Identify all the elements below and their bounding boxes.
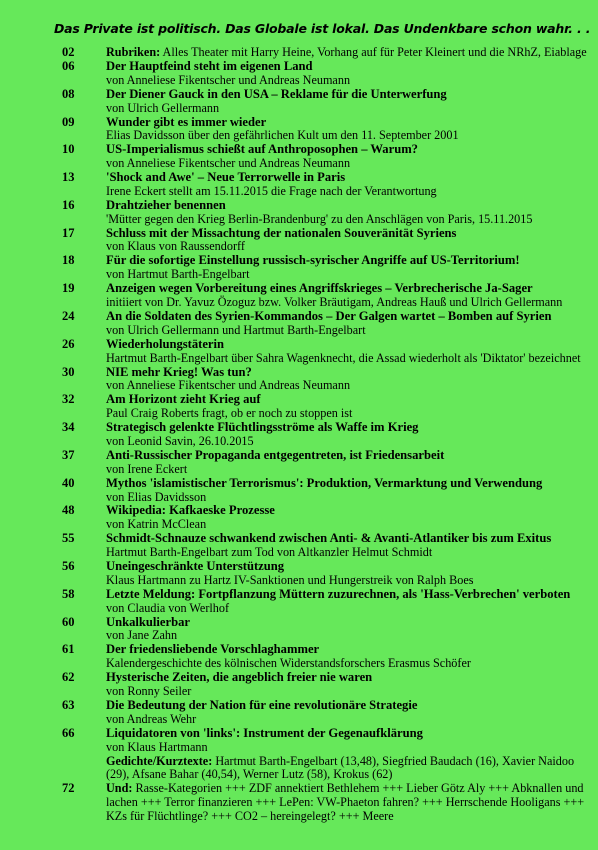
entry-body bbox=[106, 782, 592, 823]
toc-entry bbox=[62, 46, 592, 60]
entry-body bbox=[106, 643, 592, 671]
entry-title: Schluss mit der Missachtung der nationalen Souveränität Syriens bbox=[106, 225, 457, 240]
toc-entry bbox=[62, 504, 592, 532]
entry-title: Am Horizont zieht Krieg auf bbox=[106, 392, 261, 407]
entry-body bbox=[106, 338, 592, 366]
page-number: 26 bbox=[62, 336, 75, 351]
toc-entry bbox=[62, 310, 592, 338]
page-number: 66 bbox=[62, 725, 75, 740]
entry-body bbox=[106, 616, 592, 644]
entry-title: Die Bedeutung der Nation für eine revolutionäre Strategie bbox=[106, 697, 418, 712]
toc-entry bbox=[62, 588, 592, 616]
entry-title: Strategisch gelenkte Flüchtlingsströme als Waffe im Krieg bbox=[106, 420, 419, 435]
page-number: 60 bbox=[62, 614, 75, 629]
entry-subtitle: 'Mütter gegen den Krieg Berlin-Brandenburg' zu den Anschlägen von Paris, 15.11.2015 bbox=[106, 211, 533, 226]
entry-title: Schmidt-Schnauze schwankend zwischen Anti- & Avanti-Atlantiker bis zum Exitus bbox=[106, 531, 552, 546]
entry-body bbox=[106, 504, 592, 532]
entry-title: Wikipedia: Kafkaeske Prozesse bbox=[106, 503, 275, 518]
page-number: 63 bbox=[62, 697, 75, 712]
entry-body bbox=[106, 60, 592, 88]
page-number: 17 bbox=[62, 225, 75, 240]
entry-text bbox=[106, 46, 592, 60]
toc-entry bbox=[62, 727, 592, 755]
entry-body bbox=[106, 671, 592, 699]
entry-description: Hartmut Barth-Engelbart (13,48), Siegfried Baudach (16), Xavier Naidoo (29), Afsane Bahar (40,54), Werner Lutz (58), Krokus (62) bbox=[106, 753, 575, 782]
entry-heading: Rubriken: bbox=[106, 45, 161, 59]
entry-subtitle: Elias Davidsson über den gefährlichen Kult um den 11. September 2001 bbox=[106, 128, 459, 143]
entry-title: Liquidatoren von 'links': Instrument der Gegenaufklärung bbox=[106, 725, 423, 740]
entry-body bbox=[106, 560, 592, 588]
entry-subtitle: von Leonid Savin, 26.10.2015 bbox=[106, 433, 254, 448]
entry-text bbox=[106, 755, 592, 783]
entry-subtitle: von Ulrich Gellermann und Hartmut Barth-Engelbart bbox=[106, 322, 366, 337]
entry-description: Alles Theater mit Harry Heine, Vorhang auf für Peter Kleinert und die NRhZ, Eiablage bbox=[160, 45, 587, 59]
entry-body bbox=[106, 727, 592, 755]
entry-body bbox=[106, 699, 592, 727]
entry-subtitle: von Ulrich Gellermann bbox=[106, 100, 220, 115]
page-number: 37 bbox=[62, 447, 75, 462]
entry-body bbox=[106, 449, 592, 477]
entry-title: Anzeigen wegen Vorbereitung eines Angriffskrieges – Verbrecherische Ja-Sager bbox=[106, 281, 533, 296]
entry-title: Letzte Meldung: Fortpflanzung Müttern zuzurechnen, als 'Hass-Verbrechen' verboten bbox=[106, 586, 571, 601]
page-number: 02 bbox=[62, 45, 75, 59]
entry-title: An die Soldaten des Syrien-Kommandos – Der Galgen wartet – Bomben auf Syrien bbox=[106, 309, 552, 324]
entry-body bbox=[106, 393, 592, 421]
entry-title: Der friedensliebende Vorschlaghammer bbox=[106, 642, 320, 657]
entry-title: Der Hauptfeind steht im eigenen Land bbox=[106, 58, 313, 73]
page-number: 06 bbox=[62, 58, 75, 73]
entry-heading: Und: bbox=[106, 781, 133, 796]
page-number: 48 bbox=[62, 503, 75, 518]
toc-entry bbox=[62, 366, 592, 394]
entry-title: Mythos 'islamistischer Terrorismus': Produktion, Vermarktung und Verwendung bbox=[106, 475, 543, 490]
entry-body bbox=[106, 46, 592, 60]
entry-subtitle: von Ronny Seiler bbox=[106, 683, 192, 698]
entry-subtitle: von Anneliese Fikentscher und Andreas Neumann bbox=[106, 156, 351, 171]
entry-subtitle: Hartmut Barth-Engelbart zum Tod von Altkanzler Helmut Schmidt bbox=[106, 545, 433, 560]
page-number: 61 bbox=[62, 642, 75, 657]
toc-entry bbox=[62, 449, 592, 477]
entry-subtitle: von Katrin McClean bbox=[106, 517, 207, 532]
entry-subtitle: von Anneliese Fikentscher und Andreas Neumann bbox=[106, 72, 351, 87]
toc-entry bbox=[62, 671, 592, 699]
toc-entry bbox=[62, 282, 592, 310]
page-number: 24 bbox=[62, 309, 75, 324]
entry-body bbox=[106, 477, 592, 505]
entry-title: Wiederholungstäterin bbox=[106, 336, 225, 351]
page-number: 40 bbox=[62, 475, 75, 490]
toc-entry bbox=[62, 338, 592, 366]
page-number: 62 bbox=[62, 670, 75, 685]
entry-description: Rasse-Kategorien +++ ZDF annektiert Bethlehem +++ Lieber Götz Aly +++ Abknallen und lachen +++ Terror finanzieren +++ LePen: VW-Phaeton fahren? +++ Herrschende Hooligans +++ KZs für Flüchtlinge? +++ CO2 – hereingelegt? +++ Meere bbox=[106, 781, 585, 823]
entry-title: Für die sofortige Einstellung russisch-syrischer Angriffe auf US-Territorium! bbox=[106, 253, 520, 268]
page-number: 72 bbox=[62, 781, 75, 796]
page-number: 08 bbox=[62, 86, 75, 101]
toc-entry bbox=[62, 477, 592, 505]
entry-body bbox=[106, 366, 592, 394]
page-number bbox=[62, 755, 106, 783]
entry-body bbox=[106, 88, 592, 116]
toc-entry bbox=[62, 227, 592, 255]
page-number: 16 bbox=[62, 197, 75, 212]
entry-body bbox=[106, 116, 592, 144]
entry-subtitle: Paul Craig Roberts fragt, ob er noch zu stoppen ist bbox=[106, 406, 353, 421]
entry-subtitle: Irene Eckert stellt am 15.11.2015 die Frage nach der Verantwortung bbox=[106, 183, 437, 198]
page-number: 30 bbox=[62, 364, 75, 379]
entry-title: 'Shock and Awe' – Neue Terrorwelle in Paris bbox=[106, 170, 346, 185]
entry-title: US-Imperialismus schießt auf Anthroposophen – Warum? bbox=[106, 142, 418, 157]
entry-subtitle: von Elias Davidsson bbox=[106, 489, 207, 504]
page-number: 55 bbox=[62, 531, 75, 546]
entry-heading: Gedichte/Kurztexte: bbox=[106, 753, 213, 768]
entry-subtitle: von Claudia von Werlhof bbox=[106, 600, 230, 615]
toc-entry bbox=[62, 560, 592, 588]
entry-subtitle: von Jane Zahn bbox=[106, 628, 178, 643]
entry-body bbox=[106, 282, 592, 310]
entry-title: Der Diener Gauck in den USA – Reklame für die Unterwerfung bbox=[106, 86, 447, 101]
toc-entry bbox=[62, 532, 592, 560]
page-number: 56 bbox=[62, 559, 75, 574]
page-number: 58 bbox=[62, 586, 75, 601]
entry-title: Wunder gibt es immer wieder bbox=[106, 114, 267, 129]
page-number: 10 bbox=[62, 142, 75, 157]
toc-entry bbox=[62, 60, 592, 88]
entry-body bbox=[106, 421, 592, 449]
entry-body bbox=[106, 143, 592, 171]
toc-entry bbox=[62, 143, 592, 171]
entry-subtitle: Hartmut Barth-Engelbart über Sahra Wagenknecht, die Assad wiederholt als 'Diktator' bezeichnet bbox=[106, 350, 581, 365]
page-number: 34 bbox=[62, 420, 75, 435]
entry-title: Hysterische Zeiten, die angeblich freier nie waren bbox=[106, 670, 373, 685]
entry-subtitle: initiiert von Dr. Yavuz Özoguz bzw. Volker Bräutigam, Andreas Hauß und Ulrich Gellermann bbox=[106, 295, 563, 310]
entry-title: Anti-Russischer Propaganda entgegentreten, ist Friedensarbeit bbox=[106, 447, 445, 462]
page-number: 09 bbox=[62, 114, 75, 129]
entry-body bbox=[106, 199, 592, 227]
entry-title: Drahtzieher benennen bbox=[106, 197, 226, 212]
toc-entry bbox=[62, 643, 592, 671]
entry-title: NIE mehr Krieg! Was tun? bbox=[106, 364, 252, 379]
entry-subtitle: von Klaus Hartmann bbox=[106, 739, 208, 754]
page-number: 13 bbox=[62, 170, 75, 185]
page-number: 19 bbox=[62, 281, 75, 296]
toc-entry bbox=[62, 171, 592, 199]
toc-entry bbox=[62, 393, 592, 421]
entry-subtitle: von Andreas Wehr bbox=[106, 711, 197, 726]
entry-text bbox=[106, 782, 592, 823]
toc-entry bbox=[62, 116, 592, 144]
page-number: 18 bbox=[62, 253, 75, 268]
table-of-contents bbox=[62, 46, 592, 824]
toc-entry bbox=[62, 88, 592, 116]
toc-entry bbox=[62, 254, 592, 282]
entry-body bbox=[106, 227, 592, 255]
entry-subtitle: von Klaus von Raussendorff bbox=[106, 239, 245, 254]
entry-subtitle: von Anneliese Fikentscher und Andreas Neumann bbox=[106, 378, 351, 393]
entry-body bbox=[106, 588, 592, 616]
entry-body bbox=[106, 755, 592, 783]
entry-body bbox=[106, 532, 592, 560]
entry-body bbox=[106, 310, 592, 338]
toc-entry bbox=[62, 199, 592, 227]
entry-title: Unkalkulierbar bbox=[106, 614, 190, 629]
entry-title: Uneingeschränkte Unterstützung bbox=[106, 559, 285, 574]
toc-entry bbox=[62, 782, 592, 823]
toc-entry bbox=[62, 699, 592, 727]
toc-entry bbox=[62, 421, 592, 449]
entry-body bbox=[106, 171, 592, 199]
toc-entry bbox=[62, 616, 592, 644]
entry-subtitle: Kalendergeschichte des kölnischen Widerstandsforschers Erasmus Schöfer bbox=[106, 656, 471, 671]
page-number: 32 bbox=[62, 392, 75, 407]
entry-subtitle: von Hartmut Barth-Engelbart bbox=[106, 267, 250, 282]
entry-subtitle: von Irene Eckert bbox=[106, 461, 188, 476]
page-header: Das Private ist politisch. Das Globale ist lokal. Das Undenkbare schon wahr. . . bbox=[54, 21, 591, 36]
entry-subtitle: Klaus Hartmann zu Hartz IV-Sanktionen und Hungerstreik von Ralph Boes bbox=[106, 572, 474, 587]
toc-entry bbox=[62, 755, 592, 783]
entry-body bbox=[106, 254, 592, 282]
